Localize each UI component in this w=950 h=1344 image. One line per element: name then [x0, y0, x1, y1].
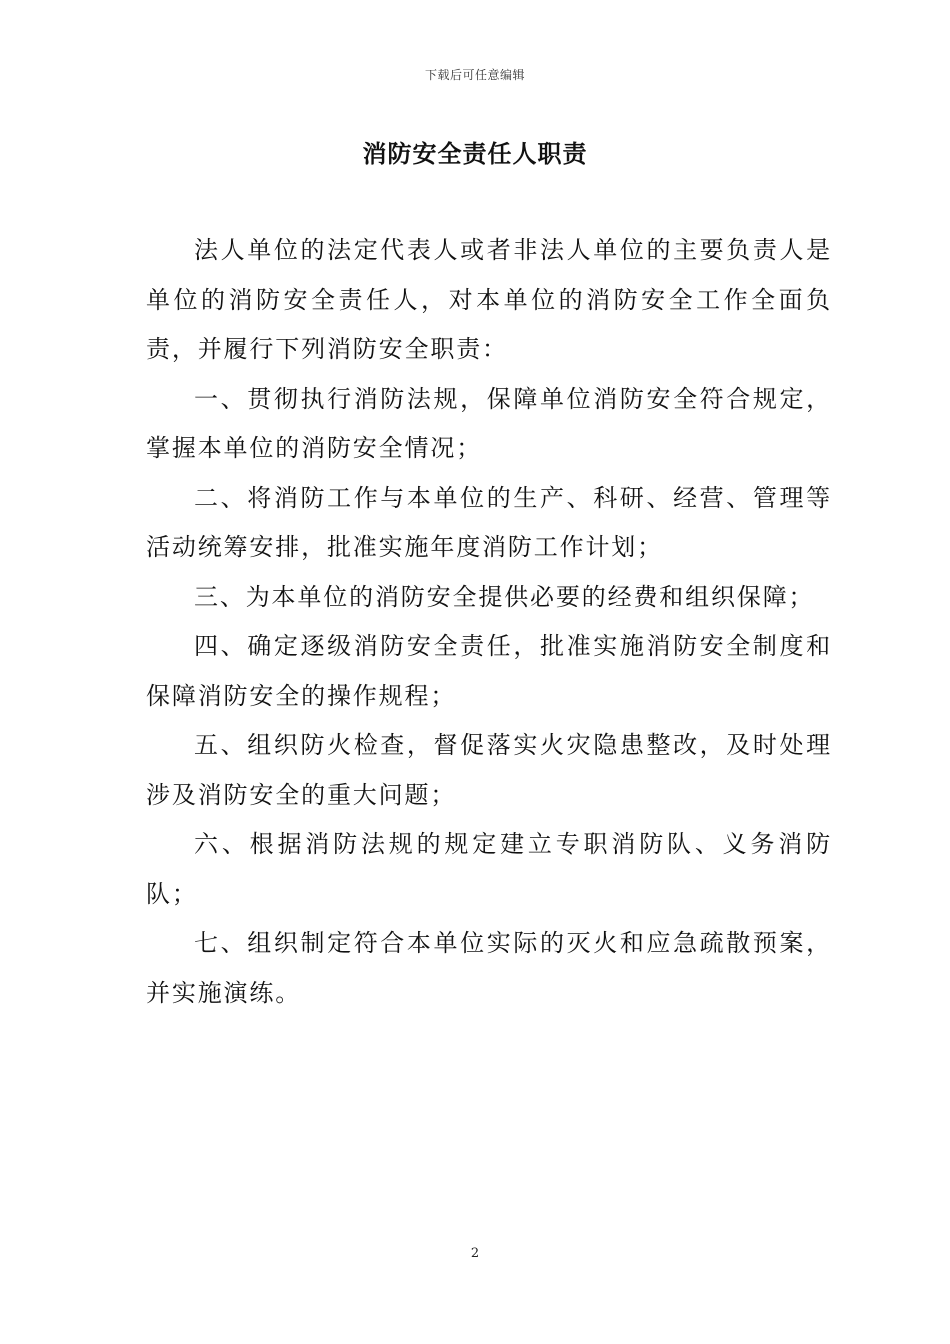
page-number: 2	[470, 1246, 480, 1261]
paragraph-duty-6: 六、根据消防法规的规定建立专职消防队、义务消防队；	[146, 830, 832, 908]
paragraph-duty-3: 三、为本单位的消防安全提供必要的经费和组织保障；	[194, 582, 815, 611]
paragraph-duty-7: 七、组织制定符合本单位实际的灭火和应急疏散预案，并实施演练。	[146, 929, 832, 1007]
paragraph-duty-5: 五、组织防火检查，督促落实火灾隐患整改，及时处理涉及消防安全的重大问题；	[146, 731, 832, 809]
paragraph-intro: 法人单位的法定代表人或者非法人单位的主要负责人是单位的消防安全责任人，对本单位的消防安全工作全面负责，并履行下列消防安全职责：	[146, 236, 832, 363]
document-title: 消防安全责任人职责	[362, 139, 588, 168]
paragraph-duty-1: 一、贯彻执行消防法规，保障单位消防安全符合规定，掌握本单位的消防安全情况；	[146, 384, 832, 462]
header-note: 下载后可任意编辑	[424, 68, 525, 82]
paragraph-duty-4: 四、确定逐级消防安全责任，批准实施消防安全制度和保障消防安全的操作规程；	[146, 632, 832, 710]
document-body	[146, 226, 832, 1018]
paragraph-duty-2: 二、将消防工作与本单位的生产、科研、经营、管理等活动统筹安排，批准实施年度消防工作计划；	[146, 483, 832, 561]
